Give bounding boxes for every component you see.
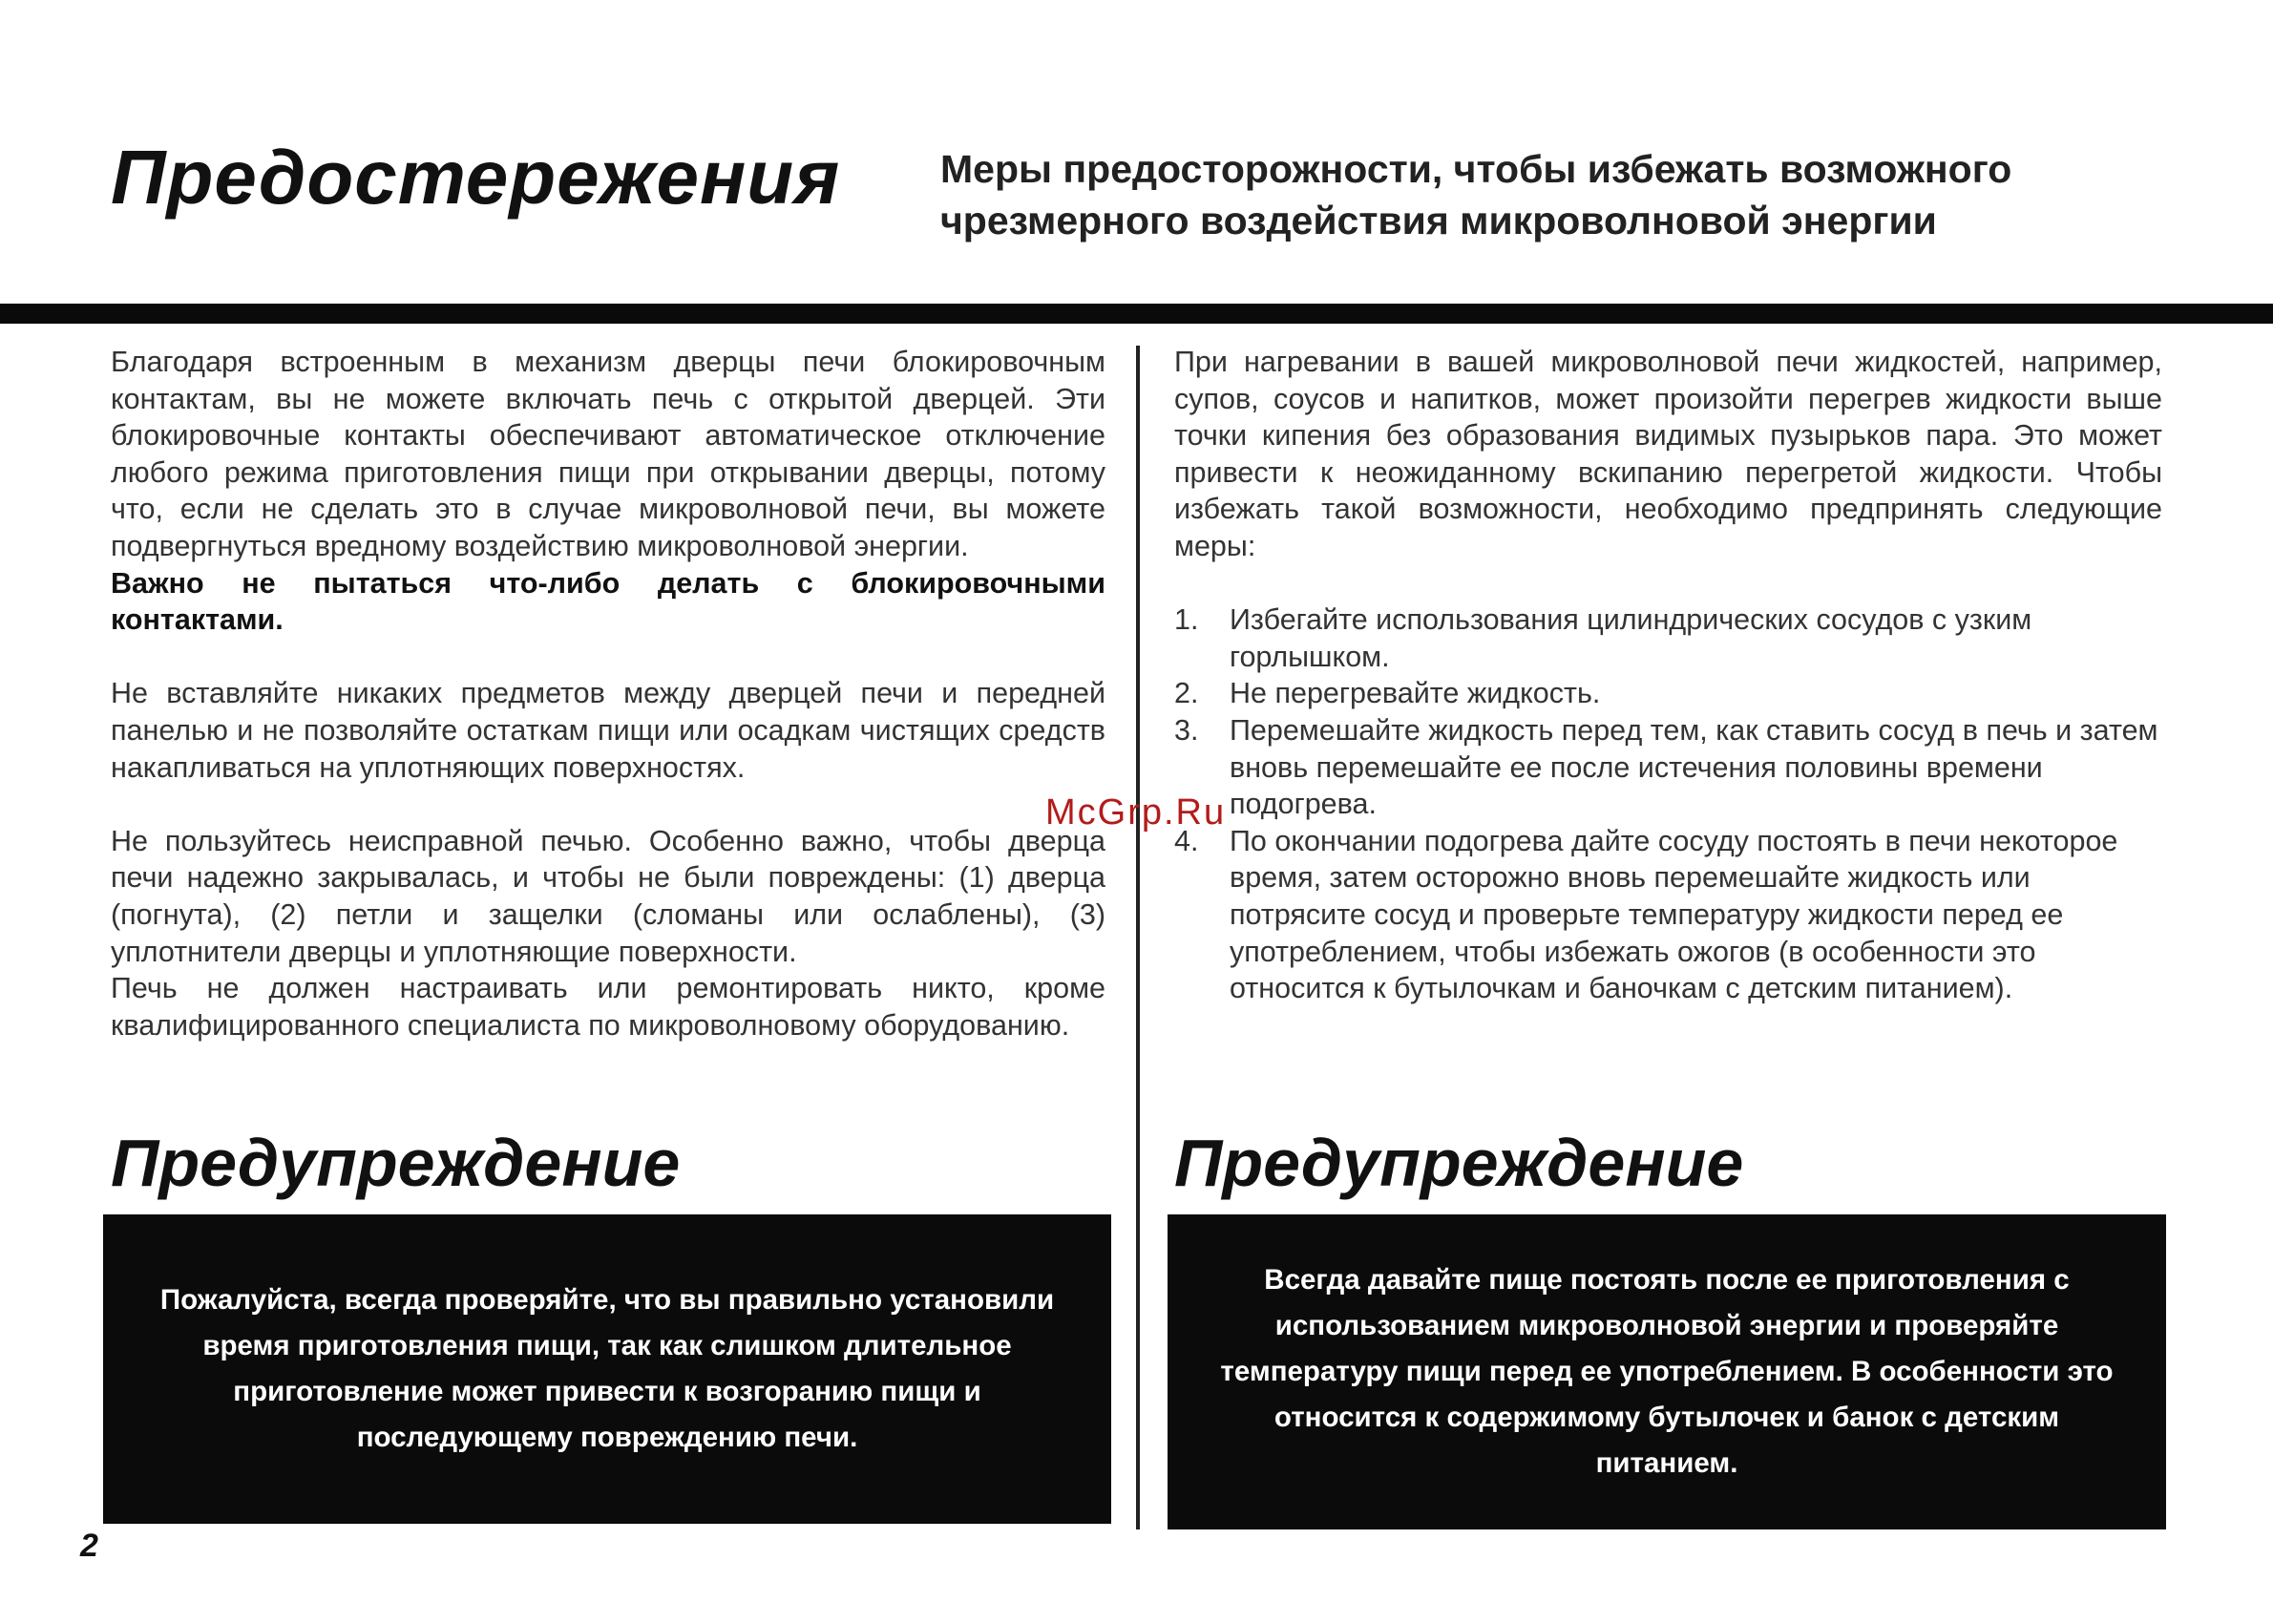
- page-title: Предостережения: [111, 135, 841, 220]
- subtitle-line-1: Меры предосторожности, чтобы избежать возможного: [940, 147, 2012, 191]
- interlock-paragraph: Благодаря встроенным в механизм дверцы печи блокировочным контактам, вы не можете включать печь с открытой дверцей. Эти блокировочные контакты обеспечивают автоматическое отключение любого режима приготовления пищи при открывании дверцы, потому что, если не сделать это в случае микроволновой печи, вы можете подвергнуться вредному воздействию микроволновой энергии.: [111, 346, 1105, 562]
- warning-title-left: Предупреждение: [111, 1126, 681, 1200]
- warning-text-left: Пожалуйста, всегда проверяйте, что вы правильно установили время приготовления пищи, так как слишком длительное приготовление может привести к возгоранию пищи и последующему повреждению печи.: [159, 1284, 1055, 1453]
- subtitle-line-2: чрезмерного воздействия микроволновой энергии: [940, 199, 1937, 243]
- interlock-warning-bold: Важно не пытаться что-либо делать с блокировочными контактами.: [111, 566, 1105, 637]
- list-item-number: 4.: [1174, 824, 1199, 857]
- right-column: [1174, 344, 2162, 1007]
- superheating-intro: При нагревании в вашей микроволновой печи жидкостей, например, супов, соусов и напитков, может произойти перегрев жидкости выше точки кипения без образования видимых пузырьков пара. Это может привести к неожиданному вскипанию перегретой жидкости. Чтобы избежать такой возможности, необходимо предпринять следующие меры:: [1174, 346, 2162, 562]
- watermark: McGrp.Ru: [1045, 792, 1227, 833]
- page-subtitle: [940, 143, 2210, 246]
- page-number: 2: [80, 1528, 98, 1564]
- warning-box-right: [1168, 1214, 2166, 1529]
- column-divider: [1136, 346, 1140, 1529]
- list-item: [1174, 601, 2162, 675]
- header-rule: [0, 304, 2273, 324]
- warning-title-right: Предупреждение: [1174, 1126, 1744, 1200]
- list-item: [1174, 823, 2162, 1007]
- list-item-text: Не перегревайте жидкость.: [1230, 677, 1601, 710]
- list-item-text: Избегайте использования цилиндрических сосудов с узким горлышком.: [1230, 603, 2032, 673]
- warning-text-right: Всегда давайте пище постоять после ее приготовления с использованием микроволновой энергии и проверяйте температуру пищи перед ее употреблением. В особенности это относится к содержимому бутылочек и банок с детским питанием.: [1220, 1264, 2114, 1479]
- list-item-text: Перемешайте жидкость перед тем, как ставить сосуд в печь и затем вновь перемешайте ее после истечения половины времени подогрева.: [1230, 713, 2158, 821]
- warning-box-left: [103, 1214, 1111, 1524]
- list-item: [1174, 712, 2162, 823]
- list-item-number: 1.: [1174, 603, 1199, 637]
- left-column: [111, 344, 1105, 1044]
- repair-paragraph: Печь не должен настраивать или ремонтировать никто, кроме квалифицированного специалиста по микроволновому оборудованию.: [111, 972, 1105, 1042]
- list-item-number: 3.: [1174, 713, 1199, 747]
- list-item-number: 2.: [1174, 677, 1199, 710]
- precaution-list: [1174, 601, 2162, 1007]
- list-item-text: По окончании подогрева дайте сосуду постоять в печи некоторое время, затем осторожно вновь перемешайте жидкость или потрясите сосуд и проверьте температуру жидкости перед ее употреблением, чтобы избежать ожогов (в особенности это относится к бутылочкам и баночкам с детским питанием).: [1230, 824, 2118, 1005]
- door-objects-paragraph: Не вставляйте никаких предметов между дверцей печи и передней панелью и не позволяйте остаткам пищи или осадкам чистящих средств накапливаться на уплотняющих поверхностях.: [111, 677, 1105, 784]
- faulty-oven-paragraph: Не пользуйтесь неисправной печью. Особенно важно, чтобы дверца печи надежно закрывалась, и чтобы не были повреждены: (1) дверца (погнута), (2) петли и защелки (сломаны или ослаблены), (3) уплотнители дверцы и уплотняющие поверхности.: [111, 824, 1105, 968]
- list-item: [1174, 675, 2162, 712]
